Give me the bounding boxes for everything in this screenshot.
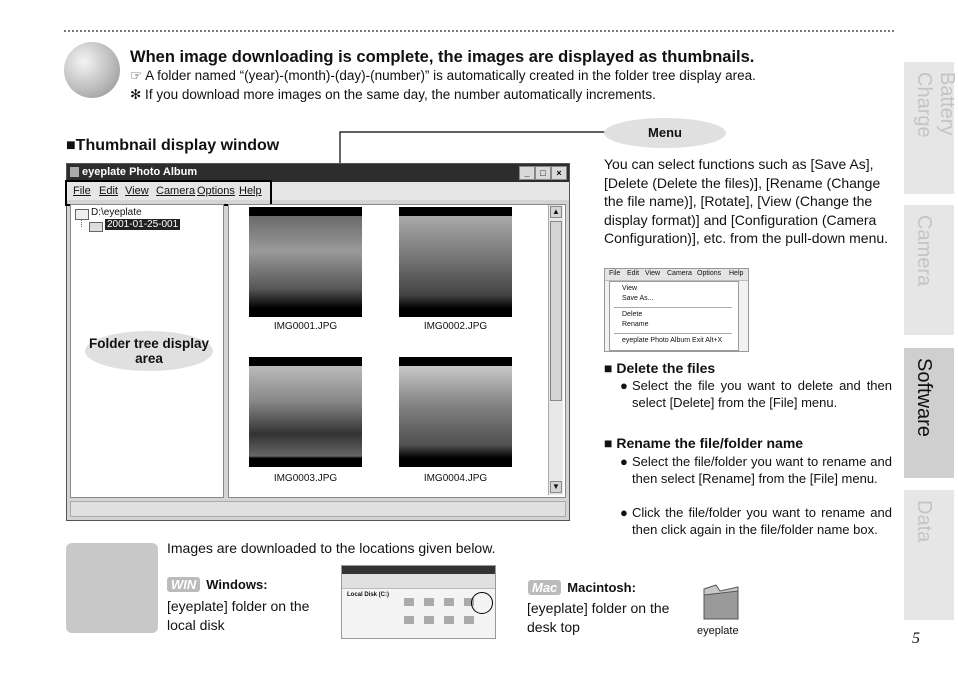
thumbnail-caption: IMG0002.JPG [423, 321, 488, 332]
window-title: eyeplate Photo Album [82, 166, 198, 178]
thumbnail-image[interactable] [399, 357, 512, 467]
mini-menu-screenshot [604, 268, 749, 352]
gray-marker-box [66, 543, 158, 633]
mini-item-rename: Rename [622, 321, 649, 328]
menu-help[interactable]: Help [239, 185, 262, 197]
menu-description: You can select functions such as [Save As], [Delete (Delete the files)], [Rename (Change the file name)], [Rotate], [View (Change the display format)] and [Configuration (Camera Configuration)], etc. from the pull-down menu. [604, 156, 889, 246]
tab-label: Battery Charge [913, 72, 958, 138]
download-intro: Images are downloaded to the locations given below. [167, 540, 496, 556]
tab-battery-charge[interactable] [904, 62, 958, 194]
mini-explorer-toolbar [342, 574, 495, 589]
dotted-divider [64, 30, 894, 32]
rename-bullet [620, 505, 892, 538]
mini-menu-view: View [645, 270, 661, 277]
mini-dropdown [609, 281, 739, 351]
windows-text: [eyeplate] folder on the local disk [167, 598, 310, 633]
maximize-button[interactable]: □ [535, 166, 551, 180]
bullet-icon: ● [620, 454, 628, 469]
mini-item-delete: Delete [622, 311, 643, 318]
rename-bullet [620, 454, 892, 487]
thumbnail-caption: IMG0004.JPG [423, 473, 488, 484]
thumbnail-image[interactable] [399, 207, 512, 317]
close-button[interactable]: × [551, 166, 567, 180]
mini-explorer-titlebar [342, 566, 495, 574]
minimize-button[interactable]: _ [519, 166, 535, 180]
menu-view[interactable]: View [125, 185, 149, 197]
note-folder-name: ☞ A folder named “(year)-(month)-(day)-(number)” is automatically created in the folder tree display area. [130, 68, 756, 83]
mini-menu-help: Help [729, 270, 744, 277]
thumbnail-pane [228, 204, 566, 498]
mini-menu-edit: Edit [627, 270, 640, 277]
thumbnail-image[interactable] [249, 207, 362, 317]
tree-root[interactable]: D:\eyeplate [91, 207, 142, 218]
tab-label: Data [913, 500, 935, 543]
vertical-scrollbar[interactable] [548, 205, 563, 495]
delete-bullet-text: Select the file you want to delete and then select [Delete] from the [File] menu. [632, 378, 892, 410]
step-circle-icon [64, 42, 120, 98]
menu-label: Menu [604, 118, 726, 148]
thumbnail-caption: IMG0001.JPG [273, 321, 338, 332]
note-number-increment: ✻ If you download more images on the same day, the number automatically increments. [130, 87, 656, 102]
windows-heading [167, 577, 268, 592]
scroll-thumb[interactable] [550, 221, 562, 401]
mini-separator [614, 307, 732, 308]
windows-badge: WIN [167, 577, 200, 592]
status-bar [70, 501, 566, 517]
menu-highlight-box [65, 180, 272, 206]
mini-item-view: View [622, 285, 638, 292]
scroll-down-arrow-icon[interactable]: ▼ [550, 481, 562, 493]
rename-bullet-text: Select the file/folder you want to rename and then select [Rename] from the [File] menu. [632, 454, 892, 486]
tab-software[interactable] [904, 348, 954, 478]
rename-bullet-text: Click the file/folder you want to rename and then click again in the file/folder name box. [632, 505, 892, 537]
mac-folder-label: eyeplate [697, 625, 739, 637]
folder-tree-area-label: Folder tree display area [85, 331, 213, 371]
highlight-circle [471, 592, 493, 614]
mini-item-save-as: Save As... [622, 295, 654, 302]
mac-badge: Mac [528, 580, 561, 595]
rename-title: ■ Rename the file/folder name [604, 435, 804, 451]
thumbnail-image[interactable] [249, 357, 362, 467]
tab-camera[interactable] [904, 205, 954, 335]
mac-folder-icon [700, 583, 742, 623]
tab-data[interactable] [904, 490, 954, 620]
bullet-icon: ● [620, 505, 628, 520]
mac-title: Macintosh: [567, 580, 636, 595]
scroll-up-arrow-icon[interactable]: ▲ [550, 206, 562, 218]
menu-edit[interactable]: Edit [99, 185, 118, 197]
menu-options[interactable]: Options [197, 185, 235, 197]
tree-date-folder[interactable]: 2001-01-25-001 [107, 219, 179, 230]
mini-explorer-screenshot [341, 565, 496, 639]
menu-camera[interactable]: Camera [156, 185, 196, 197]
section-title: ■Thumbnail display window [66, 137, 280, 154]
mac-heading [528, 580, 636, 595]
mini-menu-camera: Camera [667, 270, 692, 277]
tree-line [81, 219, 83, 227]
mac-text: [eyeplate] folder on the desk top [527, 600, 670, 635]
folder-tree-pane [70, 204, 224, 498]
thumbnail-caption: IMG0003.JPG [273, 473, 338, 484]
mini-explorer-label: Local Disk (C:) [347, 592, 390, 598]
tab-label: Camera [913, 215, 935, 287]
mini-menu-file: File [609, 270, 621, 277]
mini-menu-options: Options [697, 270, 722, 277]
delete-bullet [620, 378, 892, 411]
delete-files-title: ■ Delete the files [604, 360, 716, 376]
mini-separator [614, 333, 732, 334]
menu-file[interactable]: File [73, 185, 91, 197]
mini-explorer-icons [404, 616, 484, 624]
bullet-icon: ● [620, 378, 628, 393]
headline: When image downloading is complete, the images are displayed as thumbnails. [130, 48, 755, 66]
thumbnail-window [66, 163, 570, 521]
tab-label: Software [913, 358, 935, 437]
app-icon [70, 167, 79, 177]
page-number: 5 [912, 630, 920, 647]
open-folder-icon [89, 222, 103, 232]
mini-menu-bar [605, 269, 748, 281]
windows-title: Windows: [206, 577, 268, 592]
mini-item-exit: eyeplate Photo Album Exit Alt+X [622, 337, 723, 344]
